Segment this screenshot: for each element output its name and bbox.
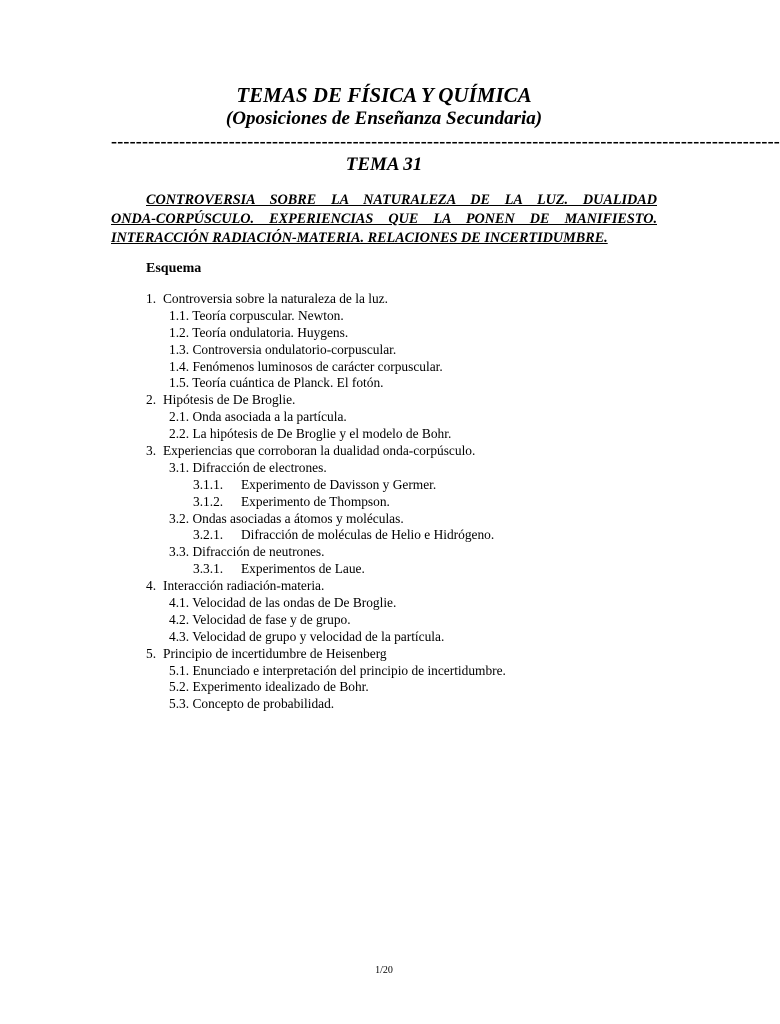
outline-item — [146, 392, 506, 409]
outline-item — [146, 494, 506, 511]
outline-item — [146, 426, 506, 443]
document-subtitle: (Oposiciones de Enseñanza Secundaria) — [225, 108, 543, 129]
outline-list — [146, 291, 506, 713]
topic-heading-line: ONDA-CORPÚSCULO. EXPERIENCIAS QUE LA PONEN DE MANIFIESTO. — [111, 211, 657, 227]
outline-item — [146, 308, 506, 325]
outline-item — [146, 325, 506, 342]
outline-item-text: Experiencias que corroboran la dualidad onda-corpúsculo. — [163, 443, 476, 459]
outline-item-number: 5. — [146, 645, 157, 661]
outline-item-number: 3.1.1. — [193, 476, 224, 492]
outline-item-text: Teoría corpuscular. Newton. — [192, 307, 344, 323]
outline-item-text: Velocidad de grupo y velocidad de la partícula. — [192, 628, 445, 644]
outline-item-number: 3.1.2. — [193, 493, 224, 509]
outline-item-text: Onda asociada a la partícula. — [192, 409, 347, 425]
outline-item-text: Experimento de Thompson. — [241, 493, 390, 509]
outline-item-text: Experimento idealizado de Bohr. — [192, 679, 369, 695]
outline-item — [146, 663, 506, 680]
outline-item-number: 1.4. — [169, 358, 190, 374]
outline-item-number: 2.1. — [169, 409, 190, 425]
outline-item-text: Principio de incertidumbre de Heisenberg — [163, 645, 387, 661]
outline-item-number: 1.3. — [169, 341, 190, 357]
document-title: TEMAS DE FÍSICA Y QUÍMICA — [236, 83, 532, 107]
outline-item-text: Fenómenos luminosos de carácter corpuscular. — [192, 358, 443, 374]
outline-item — [146, 342, 506, 359]
outline-item-text: Difracción de moléculas de Helio e Hidrógeno. — [241, 527, 495, 543]
outline-item-number: 4.2. — [169, 611, 190, 627]
outline-item — [146, 595, 506, 612]
outline-item — [146, 696, 506, 713]
outline-item-number: 5.1. — [169, 662, 190, 678]
outline-item-text: Experimentos de Laue. — [241, 561, 365, 577]
outline-item — [146, 443, 506, 460]
outline-item-number: 3.2.1. — [193, 527, 224, 543]
outline-item-number: 5.2. — [169, 679, 190, 695]
outline-item — [146, 291, 506, 308]
topic-heading — [111, 191, 657, 248]
outline-item-text: Velocidad de las ondas de De Broglie. — [192, 595, 397, 611]
outline-item-number: 4.3. — [169, 628, 190, 644]
outline-item-text: Interacción radiación-materia. — [163, 578, 325, 594]
outline-item-text: Ondas asociadas a átomos y moléculas. — [192, 510, 404, 526]
outline-item — [146, 679, 506, 696]
outline-item-text: Hipótesis de De Broglie. — [163, 392, 296, 408]
outline-item-number: 4.1. — [169, 595, 190, 611]
outline-item-number: 5.3. — [169, 696, 190, 712]
outline-item-text: Controversia sobre la naturaleza de la luz. — [163, 291, 388, 306]
outline-item — [146, 578, 506, 595]
outline-item-number: 3.1. — [169, 459, 190, 475]
outline-item-number: 1.5. — [169, 375, 190, 391]
outline-item-number: 3.2. — [169, 510, 190, 526]
outline-item-number: 4. — [146, 578, 157, 594]
outline-item — [146, 527, 506, 544]
page-number: 1/20 — [375, 965, 393, 976]
outline-item — [146, 629, 506, 646]
outline-item-text: Enunciado e interpretación del principio de incertidumbre. — [192, 662, 506, 678]
outline-item — [146, 477, 506, 494]
outline-item — [146, 460, 506, 477]
outline-item-number: 1.2. — [169, 324, 190, 340]
outline-item-text: Controversia ondulatorio-corpuscular. — [192, 341, 397, 357]
outline-item-text: Teoría ondulatoria. Huygens. — [192, 324, 349, 340]
outline-label: Esquema — [146, 261, 202, 276]
tema-number: TEMA 31 — [345, 154, 423, 175]
topic-heading-line: CONTROVERSIA SOBRE LA NATURALEZA DE LA LUZ. DUALIDAD — [146, 192, 657, 208]
separator-line: ------------------------------------------------------------------------------------------------------------ — [111, 131, 780, 151]
outline-item-text: Teoría cuántica de Planck. El fotón. — [192, 375, 384, 391]
outline-item — [146, 511, 506, 528]
outline-item — [146, 561, 506, 578]
outline-item-text: Concepto de probabilidad. — [192, 696, 335, 712]
outline-item-text: Difracción de neutrones. — [192, 544, 325, 560]
outline-item — [146, 612, 506, 629]
topic-heading-line: INTERACCIÓN RADIACIÓN-MATERIA. RELACIONES DE INCERTIDUMBRE. — [111, 230, 608, 246]
outline-item-number: 1. — [146, 291, 157, 306]
outline-item-text: La hipótesis de De Broglie y el modelo de Bohr. — [192, 426, 452, 442]
outline-item — [146, 375, 506, 392]
outline-item-number: 3.3.1. — [193, 561, 224, 577]
outline-item-number: 3. — [146, 443, 157, 459]
outline-item-number: 3.3. — [169, 544, 190, 560]
outline-item — [146, 359, 506, 376]
outline-item-text: Difracción de electrones. — [192, 459, 327, 475]
outline-item — [146, 646, 506, 663]
outline-item — [146, 409, 506, 426]
outline-item-number: 2.2. — [169, 426, 190, 442]
outline-item-number: 2. — [146, 392, 157, 408]
outline-item — [146, 544, 506, 561]
outline-item-number: 1.1. — [169, 307, 190, 323]
outline-item-text: Experimento de Davisson y Germer. — [241, 476, 437, 492]
outline-item-text: Velocidad de fase y de grupo. — [192, 611, 351, 627]
